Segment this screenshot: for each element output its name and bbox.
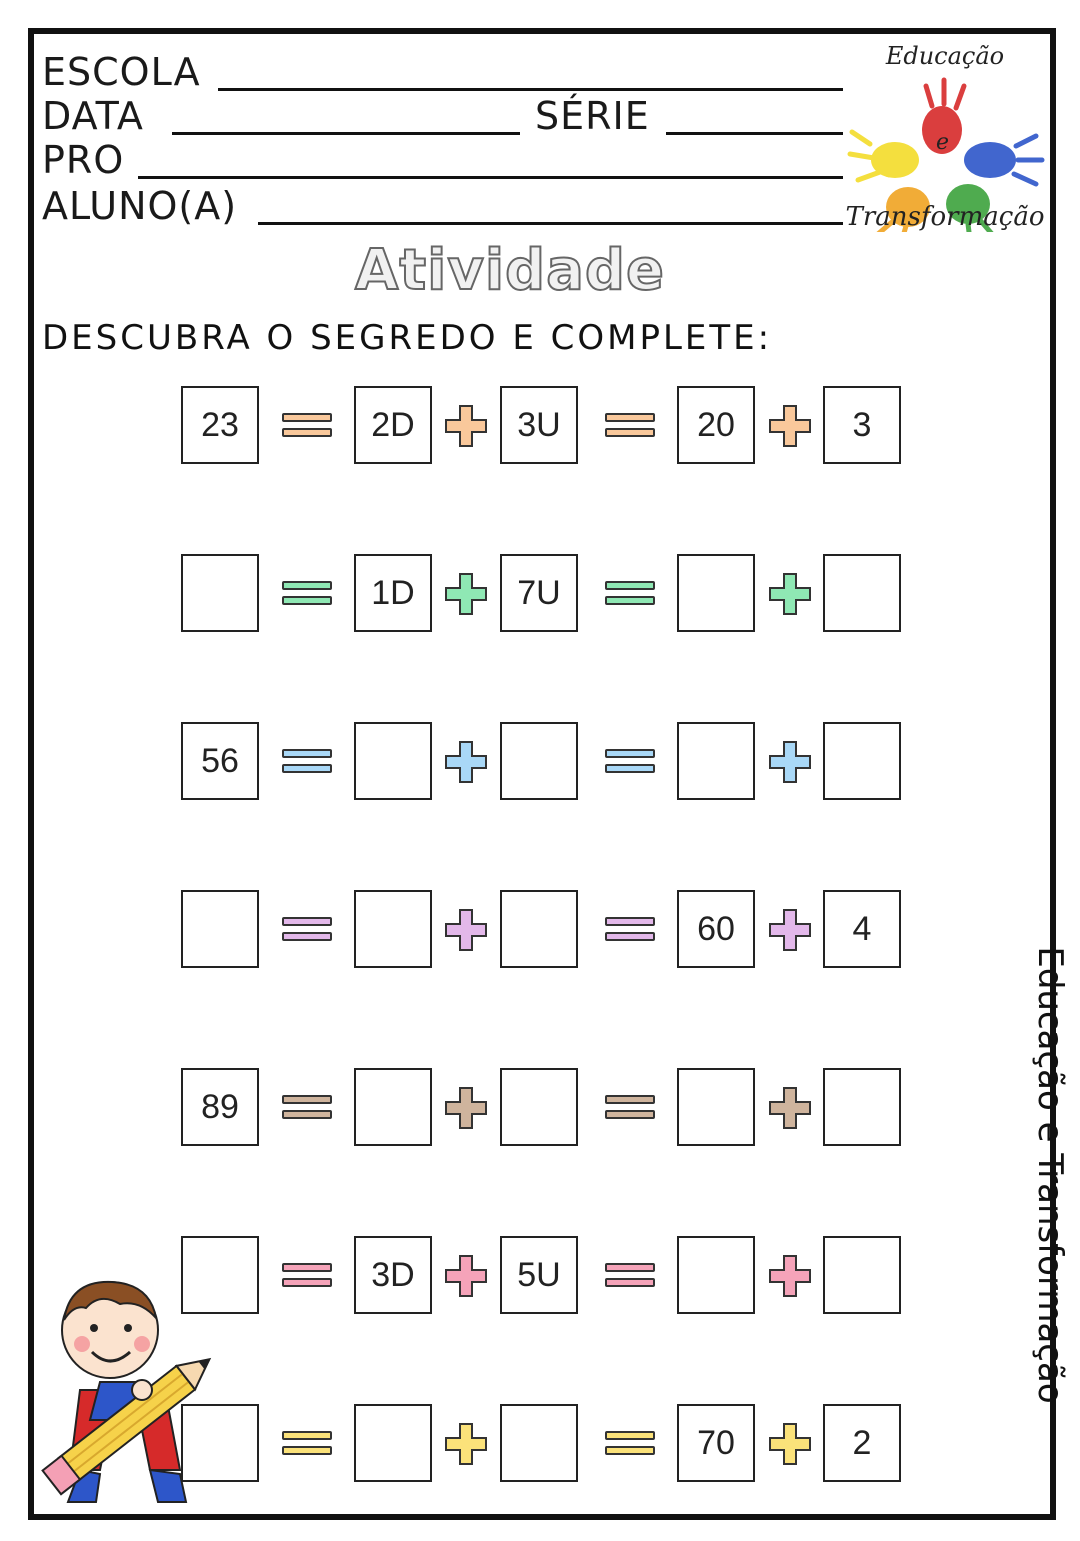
answer-box[interactable] xyxy=(677,722,755,800)
number-box: 5U xyxy=(500,1236,578,1314)
logo xyxy=(840,42,1050,232)
side-text: Educação e Transformação xyxy=(1030,946,1070,1404)
data-label: DATA xyxy=(42,94,144,138)
answer-box[interactable] xyxy=(823,554,901,632)
plus-icon xyxy=(768,740,812,784)
answer-box[interactable] xyxy=(354,1068,432,1146)
plus-icon xyxy=(444,740,488,784)
plus-icon xyxy=(444,572,488,616)
answer-box[interactable] xyxy=(500,890,578,968)
exercise-row xyxy=(0,722,1080,802)
plus-icon xyxy=(444,1422,488,1466)
number-box: 4 xyxy=(823,890,901,968)
number-box: 70 xyxy=(677,1404,755,1482)
plus-icon xyxy=(768,1254,812,1298)
number-box: 2 xyxy=(823,1404,901,1482)
aluno-line[interactable] xyxy=(258,222,843,225)
answer-box[interactable] xyxy=(354,1404,432,1482)
aluno-label: ALUNO(A) xyxy=(42,184,238,228)
equals-icon xyxy=(605,1095,655,1121)
answer-box[interactable] xyxy=(677,1236,755,1314)
serie-line[interactable] xyxy=(666,132,843,135)
answer-box[interactable] xyxy=(677,554,755,632)
equals-icon xyxy=(605,1263,655,1289)
equals-icon xyxy=(282,1095,332,1121)
number-box: 1D xyxy=(354,554,432,632)
number-box: 3 xyxy=(823,386,901,464)
data-line[interactable] xyxy=(172,132,520,135)
instruction-text: DESCUBRA O SEGREDO E COMPLETE: xyxy=(42,318,773,358)
plus-icon xyxy=(768,1086,812,1130)
equals-icon xyxy=(605,413,655,439)
logo-top-text: Educação xyxy=(885,42,1005,70)
logo-mid-text: e xyxy=(936,130,950,155)
equals-icon xyxy=(282,413,332,439)
exercise-row xyxy=(0,386,1080,466)
answer-box[interactable] xyxy=(500,1068,578,1146)
equals-icon xyxy=(605,581,655,607)
number-box: 20 xyxy=(677,386,755,464)
plus-icon xyxy=(444,908,488,952)
equals-icon xyxy=(605,1431,655,1457)
answer-box[interactable] xyxy=(823,1068,901,1146)
exercise-row xyxy=(0,890,1080,970)
answer-box[interactable] xyxy=(823,722,901,800)
kid-with-pencil-illustration xyxy=(30,1270,230,1510)
page-title: Atividade xyxy=(355,238,665,303)
answer-box[interactable] xyxy=(354,722,432,800)
answer-box[interactable] xyxy=(500,722,578,800)
number-box: 3U xyxy=(500,386,578,464)
equals-icon xyxy=(282,581,332,607)
serie-label: SÉRIE xyxy=(535,94,650,138)
exercise-row xyxy=(0,1068,1080,1148)
side-watermark xyxy=(1030,880,1070,1470)
number-box: 89 xyxy=(181,1068,259,1146)
answer-box[interactable] xyxy=(354,890,432,968)
plus-icon xyxy=(444,404,488,448)
plus-icon xyxy=(768,404,812,448)
answer-box[interactable] xyxy=(181,554,259,632)
equals-icon xyxy=(282,1263,332,1289)
plus-icon xyxy=(444,1254,488,1298)
plus-icon xyxy=(768,572,812,616)
exercise-row xyxy=(0,554,1080,634)
answer-box[interactable] xyxy=(181,890,259,968)
equals-icon xyxy=(282,749,332,775)
answer-box[interactable] xyxy=(677,1068,755,1146)
equals-icon xyxy=(282,917,332,943)
equals-icon xyxy=(282,1431,332,1457)
answer-box[interactable] xyxy=(500,1404,578,1482)
number-box: 60 xyxy=(677,890,755,968)
number-box: 2D xyxy=(354,386,432,464)
plus-icon xyxy=(444,1086,488,1130)
escola-line[interactable] xyxy=(218,88,843,91)
equals-icon xyxy=(605,749,655,775)
pro-line[interactable] xyxy=(138,176,843,179)
pro-label: PRO xyxy=(42,138,125,182)
number-box: 7U xyxy=(500,554,578,632)
plus-icon xyxy=(768,908,812,952)
number-box: 3D xyxy=(354,1236,432,1314)
plus-icon xyxy=(768,1422,812,1466)
number-box: 23 xyxy=(181,386,259,464)
answer-box[interactable] xyxy=(823,1236,901,1314)
equals-icon xyxy=(605,917,655,943)
logo-bottom-text: Transformação xyxy=(845,202,1045,232)
number-box: 56 xyxy=(181,722,259,800)
escola-label: ESCOLA xyxy=(42,50,201,94)
